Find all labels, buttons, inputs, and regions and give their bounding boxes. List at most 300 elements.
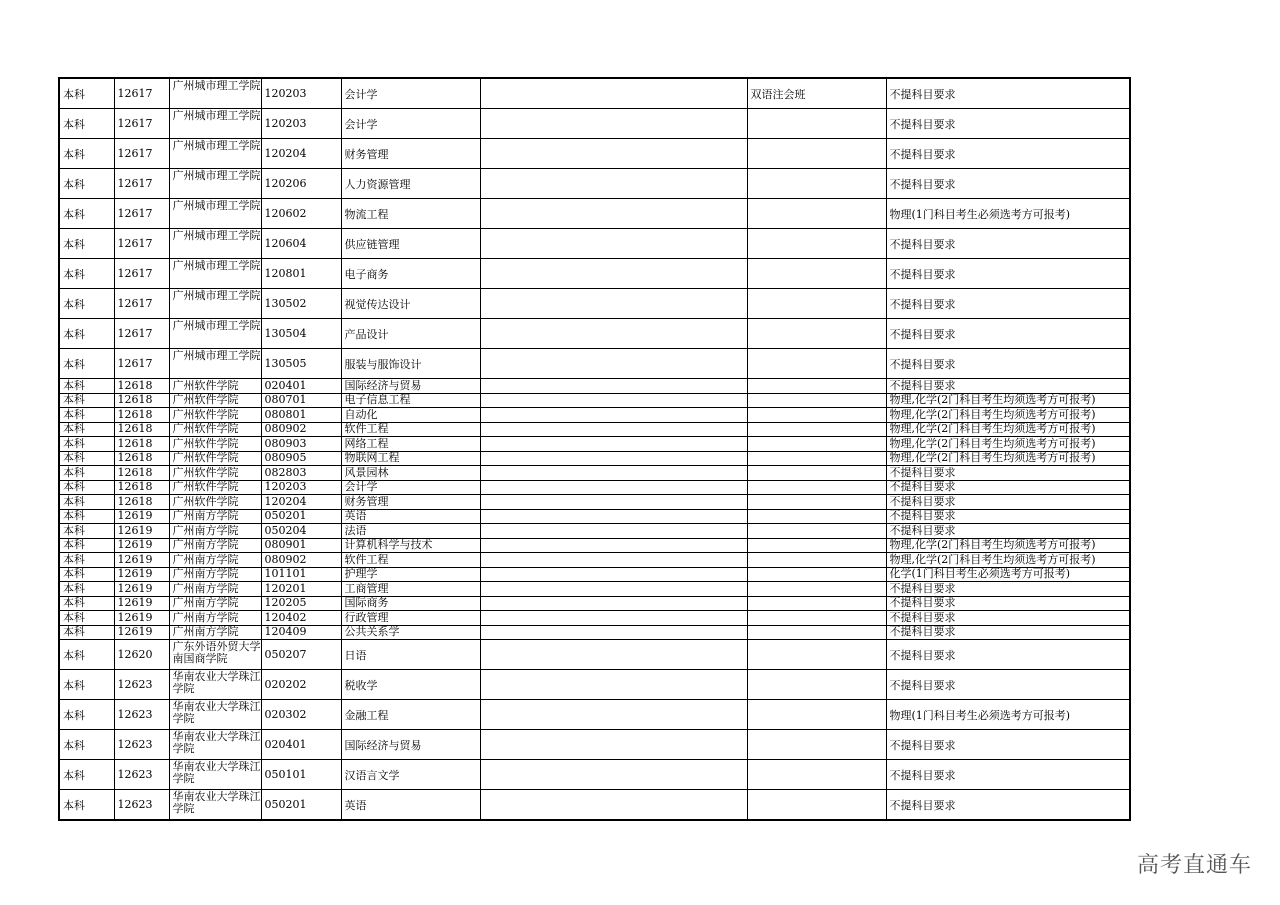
level-cell: 本科 (59, 109, 114, 139)
major-name-cell: 物流工程 (341, 199, 480, 229)
school-code-cell: 12619 (114, 611, 169, 626)
remark-cell (747, 379, 886, 394)
table-row (59, 700, 1130, 730)
major-name-cell: 法语 (341, 524, 480, 539)
school-name-cell: 广州城市理工学院 (169, 229, 261, 259)
remark-cell (747, 524, 886, 539)
level-cell: 本科 (59, 480, 114, 495)
major-code-cell: 082803 (261, 466, 341, 481)
major-name-cell: 工商管理 (341, 582, 480, 597)
table-row (59, 596, 1130, 611)
note-cell (480, 379, 747, 394)
remark-cell (747, 199, 886, 229)
school-code-cell: 12617 (114, 199, 169, 229)
table-row (59, 538, 1130, 553)
note-cell (480, 700, 747, 730)
table-row (59, 466, 1130, 481)
remark-cell (747, 790, 886, 821)
subject-requirement-cell: 不提科目要求 (886, 495, 1130, 510)
major-name-cell: 英语 (341, 509, 480, 524)
major-code-cell: 080905 (261, 451, 341, 466)
subject-requirement-cell: 不提科目要求 (886, 78, 1130, 109)
school-name-cell: 广州软件学院 (169, 495, 261, 510)
major-name-cell: 公共关系学 (341, 625, 480, 640)
subject-requirement-cell: 不提科目要求 (886, 596, 1130, 611)
major-code-cell: 050207 (261, 640, 341, 670)
remark-cell (747, 437, 886, 452)
level-cell: 本科 (59, 700, 114, 730)
subject-requirement-cell: 不提科目要求 (886, 790, 1130, 821)
major-code-cell: 120204 (261, 139, 341, 169)
school-code-cell: 12620 (114, 640, 169, 670)
note-cell (480, 640, 747, 670)
school-code-cell: 12617 (114, 319, 169, 349)
remark-cell (747, 480, 886, 495)
level-cell: 本科 (59, 625, 114, 640)
major-code-cell: 050201 (261, 790, 341, 821)
subject-requirement-cell: 物理,化学(2门科目考生均须选考方可报考) (886, 538, 1130, 553)
remark-cell (747, 422, 886, 437)
school-code-cell: 12617 (114, 109, 169, 139)
subject-requirement-cell: 物理,化学(2门科目考生均须选考方可报考) (886, 408, 1130, 423)
school-name-cell: 广州南方学院 (169, 625, 261, 640)
major-name-cell: 计算机科学与技术 (341, 538, 480, 553)
table-row (59, 640, 1130, 670)
level-cell: 本科 (59, 451, 114, 466)
note-cell (480, 466, 747, 481)
major-code-cell: 080701 (261, 393, 341, 408)
major-name-cell: 国际经济与贸易 (341, 379, 480, 394)
school-code-cell: 12619 (114, 524, 169, 539)
note-cell (480, 596, 747, 611)
major-name-cell: 英语 (341, 790, 480, 821)
school-code-cell: 12619 (114, 538, 169, 553)
school-name-cell: 广州城市理工学院 (169, 78, 261, 109)
subject-requirement-cell: 不提科目要求 (886, 379, 1130, 394)
table-row (59, 349, 1130, 379)
major-code-cell: 120402 (261, 611, 341, 626)
major-name-cell: 汉语言文学 (341, 760, 480, 790)
subject-requirement-cell: 不提科目要求 (886, 524, 1130, 539)
school-code-cell: 12617 (114, 349, 169, 379)
major-name-cell: 服装与服饰设计 (341, 349, 480, 379)
major-code-cell: 020302 (261, 700, 341, 730)
remark-cell (747, 319, 886, 349)
major-code-cell: 120205 (261, 596, 341, 611)
note-cell (480, 495, 747, 510)
major-name-cell: 电子商务 (341, 259, 480, 289)
note-cell (480, 349, 747, 379)
remark-cell (747, 730, 886, 760)
school-code-cell: 12623 (114, 700, 169, 730)
note-cell (480, 790, 747, 821)
school-name-cell: 广州软件学院 (169, 480, 261, 495)
table-row (59, 480, 1130, 495)
major-code-cell: 120801 (261, 259, 341, 289)
school-name-cell: 广州南方学院 (169, 611, 261, 626)
table-row (59, 199, 1130, 229)
level-cell: 本科 (59, 730, 114, 760)
note-cell (480, 169, 747, 199)
school-code-cell: 12623 (114, 790, 169, 821)
level-cell: 本科 (59, 319, 114, 349)
remark-cell (747, 553, 886, 568)
subject-requirement-cell: 不提科目要求 (886, 349, 1130, 379)
note-cell (480, 509, 747, 524)
major-name-cell: 软件工程 (341, 553, 480, 568)
school-name-cell: 华南农业大学珠江学院 (169, 760, 261, 790)
note-cell (480, 730, 747, 760)
level-cell: 本科 (59, 524, 114, 539)
subject-requirement-cell: 不提科目要求 (886, 169, 1130, 199)
note-cell (480, 524, 747, 539)
school-name-cell: 广州软件学院 (169, 393, 261, 408)
major-name-cell: 会计学 (341, 109, 480, 139)
table-row (59, 625, 1130, 640)
school-code-cell: 12619 (114, 509, 169, 524)
subject-requirement-cell: 物理,化学(2门科目考生均须选考方可报考) (886, 393, 1130, 408)
major-code-cell: 120204 (261, 495, 341, 510)
subject-requirement-cell: 不提科目要求 (886, 640, 1130, 670)
table-row (59, 139, 1130, 169)
school-name-cell: 广州城市理工学院 (169, 199, 261, 229)
major-name-cell: 国际经济与贸易 (341, 730, 480, 760)
note-cell (480, 625, 747, 640)
note-cell (480, 408, 747, 423)
school-name-cell: 广州软件学院 (169, 379, 261, 394)
level-cell: 本科 (59, 289, 114, 319)
table-row (59, 730, 1130, 760)
note-cell (480, 199, 747, 229)
major-code-cell: 120604 (261, 229, 341, 259)
subject-requirement-cell: 不提科目要求 (886, 139, 1130, 169)
remark-cell (747, 670, 886, 700)
remark-cell (747, 451, 886, 466)
major-name-cell: 金融工程 (341, 700, 480, 730)
remark-cell (747, 611, 886, 626)
remark-cell (747, 760, 886, 790)
remark-cell (747, 596, 886, 611)
school-code-cell: 12619 (114, 567, 169, 582)
level-cell: 本科 (59, 760, 114, 790)
school-code-cell: 12617 (114, 169, 169, 199)
major-code-cell: 120201 (261, 582, 341, 597)
major-code-cell: 120203 (261, 480, 341, 495)
school-name-cell: 广州城市理工学院 (169, 289, 261, 319)
remark-cell (747, 259, 886, 289)
subject-requirement-cell: 不提科目要求 (886, 229, 1130, 259)
level-cell: 本科 (59, 790, 114, 821)
subject-requirement-cell: 物理(1门科目考生必须选考方可报考) (886, 199, 1130, 229)
level-cell: 本科 (59, 229, 114, 259)
school-name-cell: 广州软件学院 (169, 451, 261, 466)
table-row (59, 567, 1130, 582)
school-code-cell: 12623 (114, 730, 169, 760)
subject-requirement-cell: 不提科目要求 (886, 760, 1130, 790)
remark-cell: 双语注会班 (747, 78, 886, 109)
subject-requirement-cell: 物理(1门科目考生必须选考方可报考) (886, 700, 1130, 730)
major-name-cell: 国际商务 (341, 596, 480, 611)
major-name-cell: 自动化 (341, 408, 480, 423)
subject-requirement-cell: 不提科目要求 (886, 109, 1130, 139)
subject-requirement-cell: 不提科目要求 (886, 259, 1130, 289)
major-code-cell: 020401 (261, 379, 341, 394)
major-code-cell: 120409 (261, 625, 341, 640)
major-name-cell: 行政管理 (341, 611, 480, 626)
note-cell (480, 78, 747, 109)
school-code-cell: 12618 (114, 480, 169, 495)
major-name-cell: 电子信息工程 (341, 393, 480, 408)
school-name-cell: 华南农业大学珠江学院 (169, 700, 261, 730)
table-row (59, 553, 1130, 568)
table-row (59, 408, 1130, 423)
level-cell: 本科 (59, 567, 114, 582)
major-code-cell: 130502 (261, 289, 341, 319)
school-code-cell: 12618 (114, 437, 169, 452)
subject-requirement-cell: 化学(1门科目考生必须选考方可报考) (886, 567, 1130, 582)
subject-requirement-cell: 不提科目要求 (886, 466, 1130, 481)
school-name-cell: 广州城市理工学院 (169, 319, 261, 349)
level-cell: 本科 (59, 169, 114, 199)
table-row (59, 379, 1130, 394)
subject-requirement-cell: 不提科目要求 (886, 319, 1130, 349)
level-cell: 本科 (59, 139, 114, 169)
major-code-cell: 120203 (261, 78, 341, 109)
subject-requirement-cell: 不提科目要求 (886, 625, 1130, 640)
note-cell (480, 422, 747, 437)
table-row (59, 509, 1130, 524)
table-row (59, 259, 1130, 289)
note-cell (480, 480, 747, 495)
school-code-cell: 12617 (114, 289, 169, 319)
school-name-cell: 广州城市理工学院 (169, 169, 261, 199)
level-cell: 本科 (59, 437, 114, 452)
school-code-cell: 12618 (114, 408, 169, 423)
school-code-cell: 12618 (114, 466, 169, 481)
table-row (59, 169, 1130, 199)
level-cell: 本科 (59, 422, 114, 437)
level-cell: 本科 (59, 553, 114, 568)
school-name-cell: 广州城市理工学院 (169, 349, 261, 379)
level-cell: 本科 (59, 466, 114, 481)
school-code-cell: 12617 (114, 78, 169, 109)
level-cell: 本科 (59, 379, 114, 394)
note-cell (480, 437, 747, 452)
level-cell: 本科 (59, 611, 114, 626)
school-name-cell: 广州城市理工学院 (169, 259, 261, 289)
table-row (59, 582, 1130, 597)
major-name-cell: 税收学 (341, 670, 480, 700)
remark-cell (747, 582, 886, 597)
school-code-cell: 12619 (114, 553, 169, 568)
major-code-cell: 120602 (261, 199, 341, 229)
major-name-cell: 物联网工程 (341, 451, 480, 466)
school-name-cell: 华南农业大学珠江学院 (169, 670, 261, 700)
school-code-cell: 12618 (114, 451, 169, 466)
level-cell: 本科 (59, 393, 114, 408)
major-code-cell: 050201 (261, 509, 341, 524)
admission-table-container (58, 77, 1130, 821)
table-row (59, 524, 1130, 539)
level-cell: 本科 (59, 596, 114, 611)
major-name-cell: 风景园林 (341, 466, 480, 481)
school-code-cell: 12619 (114, 596, 169, 611)
note-cell (480, 567, 747, 582)
remark-cell (747, 109, 886, 139)
major-code-cell: 080801 (261, 408, 341, 423)
level-cell: 本科 (59, 582, 114, 597)
major-code-cell: 020401 (261, 730, 341, 760)
note-cell (480, 393, 747, 408)
table-row (59, 437, 1130, 452)
note-cell (480, 611, 747, 626)
admission-table (58, 77, 1131, 821)
remark-cell (747, 229, 886, 259)
major-code-cell: 080901 (261, 538, 341, 553)
school-code-cell: 12619 (114, 625, 169, 640)
note-cell (480, 760, 747, 790)
major-name-cell: 护理学 (341, 567, 480, 582)
school-name-cell: 广州南方学院 (169, 567, 261, 582)
table-row (59, 109, 1130, 139)
note-cell (480, 109, 747, 139)
note-cell (480, 451, 747, 466)
school-code-cell: 12618 (114, 393, 169, 408)
remark-cell (747, 495, 886, 510)
major-name-cell: 会计学 (341, 78, 480, 109)
table-row (59, 495, 1130, 510)
table-row (59, 422, 1130, 437)
school-code-cell: 12617 (114, 139, 169, 169)
major-code-cell: 101101 (261, 567, 341, 582)
school-name-cell: 广州软件学院 (169, 466, 261, 481)
school-code-cell: 12623 (114, 670, 169, 700)
school-code-cell: 12618 (114, 422, 169, 437)
subject-requirement-cell: 不提科目要求 (886, 289, 1130, 319)
level-cell: 本科 (59, 495, 114, 510)
table-row (59, 319, 1130, 349)
school-name-cell: 广州南方学院 (169, 596, 261, 611)
school-name-cell: 广州软件学院 (169, 422, 261, 437)
major-code-cell: 050204 (261, 524, 341, 539)
school-code-cell: 12618 (114, 379, 169, 394)
note-cell (480, 289, 747, 319)
school-name-cell: 广州城市理工学院 (169, 139, 261, 169)
school-name-cell: 广州南方学院 (169, 524, 261, 539)
note-cell (480, 229, 747, 259)
remark-cell (747, 349, 886, 379)
remark-cell (747, 567, 886, 582)
table-body (59, 78, 1130, 820)
subject-requirement-cell: 物理,化学(2门科目考生均须选考方可报考) (886, 553, 1130, 568)
major-name-cell: 日语 (341, 640, 480, 670)
major-code-cell: 080903 (261, 437, 341, 452)
level-cell: 本科 (59, 670, 114, 700)
note-cell (480, 582, 747, 597)
level-cell: 本科 (59, 640, 114, 670)
subject-requirement-cell: 物理,化学(2门科目考生均须选考方可报考) (886, 451, 1130, 466)
table-row (59, 289, 1130, 319)
note-cell (480, 139, 747, 169)
school-name-cell: 广州南方学院 (169, 509, 261, 524)
major-name-cell: 产品设计 (341, 319, 480, 349)
major-name-cell: 财务管理 (341, 139, 480, 169)
major-code-cell: 130504 (261, 319, 341, 349)
subject-requirement-cell: 不提科目要求 (886, 730, 1130, 760)
major-code-cell: 020202 (261, 670, 341, 700)
note-cell (480, 319, 747, 349)
table-row (59, 78, 1130, 109)
major-name-cell: 会计学 (341, 480, 480, 495)
major-code-cell: 130505 (261, 349, 341, 379)
remark-cell (747, 169, 886, 199)
school-name-cell: 华南农业大学珠江学院 (169, 790, 261, 821)
major-name-cell: 视觉传达设计 (341, 289, 480, 319)
watermark: 高考直通车 (1136, 853, 1252, 878)
subject-requirement-cell: 不提科目要求 (886, 611, 1130, 626)
subject-requirement-cell: 物理,化学(2门科目考生均须选考方可报考) (886, 422, 1130, 437)
school-name-cell: 广东外语外贸大学南国商学院 (169, 640, 261, 670)
major-name-cell: 财务管理 (341, 495, 480, 510)
school-code-cell: 12617 (114, 229, 169, 259)
level-cell: 本科 (59, 259, 114, 289)
level-cell: 本科 (59, 199, 114, 229)
major-code-cell: 080902 (261, 422, 341, 437)
level-cell: 本科 (59, 538, 114, 553)
major-name-cell: 软件工程 (341, 422, 480, 437)
remark-cell (747, 700, 886, 730)
remark-cell (747, 625, 886, 640)
table-row (59, 451, 1130, 466)
remark-cell (747, 509, 886, 524)
major-name-cell: 网络工程 (341, 437, 480, 452)
major-code-cell: 120203 (261, 109, 341, 139)
school-name-cell: 广州南方学院 (169, 553, 261, 568)
subject-requirement-cell: 不提科目要求 (886, 480, 1130, 495)
remark-cell (747, 289, 886, 319)
level-cell: 本科 (59, 509, 114, 524)
major-name-cell: 供应链管理 (341, 229, 480, 259)
school-name-cell: 广州南方学院 (169, 582, 261, 597)
note-cell (480, 259, 747, 289)
school-code-cell: 12623 (114, 760, 169, 790)
table-row (59, 393, 1130, 408)
school-name-cell: 华南农业大学珠江学院 (169, 730, 261, 760)
table-row (59, 670, 1130, 700)
school-code-cell: 12619 (114, 582, 169, 597)
school-name-cell: 广州软件学院 (169, 408, 261, 423)
level-cell: 本科 (59, 349, 114, 379)
level-cell: 本科 (59, 408, 114, 423)
remark-cell (747, 466, 886, 481)
major-code-cell: 050101 (261, 760, 341, 790)
subject-requirement-cell: 不提科目要求 (886, 670, 1130, 700)
school-code-cell: 12618 (114, 495, 169, 510)
major-code-cell: 080902 (261, 553, 341, 568)
level-cell: 本科 (59, 78, 114, 109)
remark-cell (747, 408, 886, 423)
remark-cell (747, 538, 886, 553)
table-row (59, 611, 1130, 626)
note-cell (480, 670, 747, 700)
subject-requirement-cell: 物理,化学(2门科目考生均须选考方可报考) (886, 437, 1130, 452)
note-cell (480, 553, 747, 568)
note-cell (480, 538, 747, 553)
school-name-cell: 广州南方学院 (169, 538, 261, 553)
remark-cell (747, 139, 886, 169)
table-row (59, 790, 1130, 821)
table-row (59, 760, 1130, 790)
